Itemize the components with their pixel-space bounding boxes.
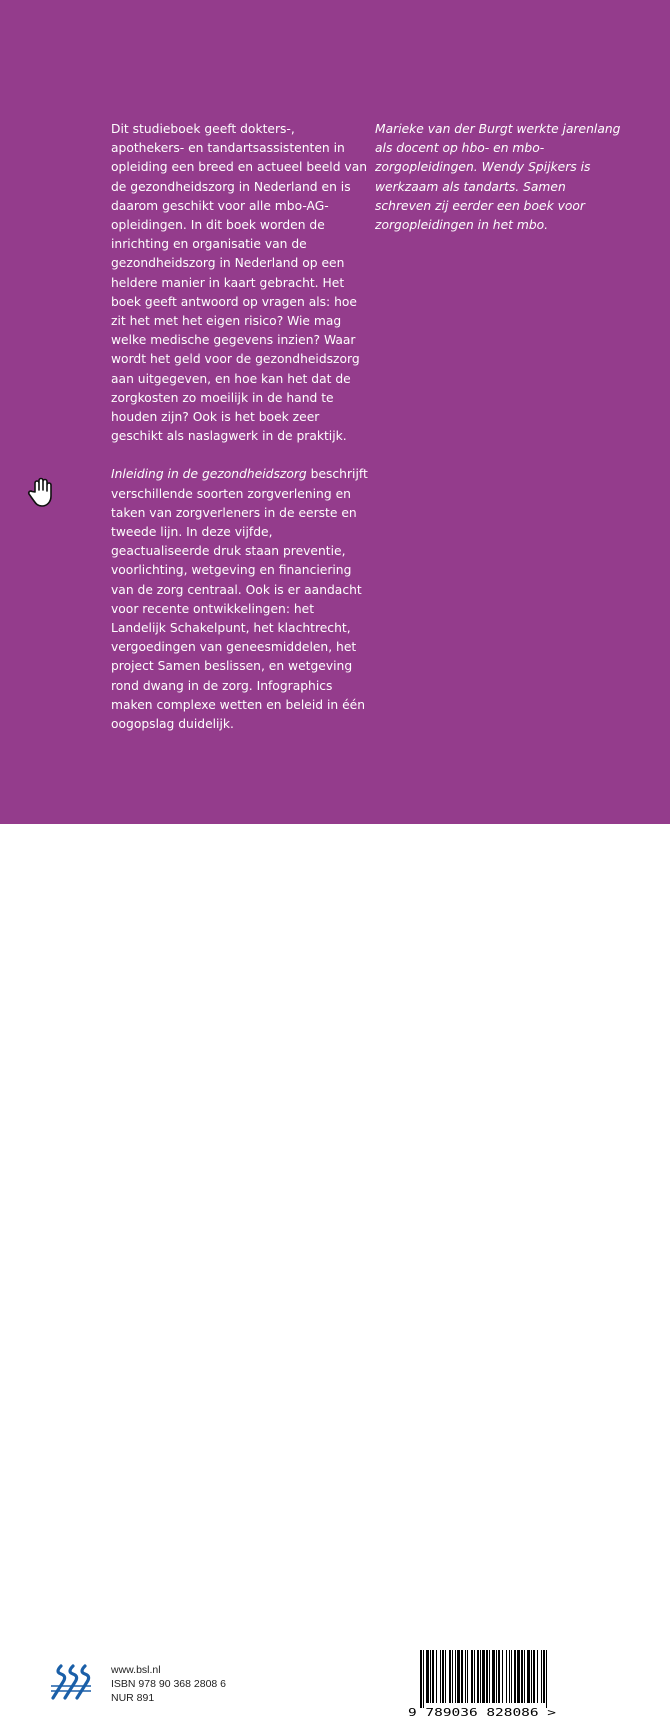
barcode-bar — [471, 1650, 473, 1703]
barcode-bar — [533, 1650, 535, 1703]
barcode-bar — [465, 1650, 466, 1703]
barcode-bar — [467, 1650, 468, 1703]
barcode-bar — [461, 1650, 463, 1703]
barcode-bar — [420, 1650, 422, 1708]
barcode-bar — [480, 1650, 481, 1703]
barcode-bar — [426, 1650, 429, 1703]
barcode-bar — [541, 1650, 542, 1703]
publisher-website: www.bsl.nl — [111, 1664, 161, 1676]
authors-bio: Marieke van der Burgt werkte jarenlang als docent op hbo- en mbo-zorgopleidingen. Wendy Spijkers is werkzaam als tandarts. Samen schreven zij eerder een boek voor zorgopleidingen in het mbo. — [375, 122, 621, 233]
barcode-bar — [524, 1650, 525, 1703]
barcode-bar — [449, 1650, 451, 1703]
barcode-bar — [430, 1650, 431, 1703]
barcode-bar — [531, 1650, 532, 1703]
barcode-digits: 9 789036 828086 > — [408, 1707, 556, 1719]
barcode-bar — [455, 1650, 456, 1703]
barcode-bar — [489, 1650, 490, 1703]
barcode-bar — [474, 1650, 475, 1703]
blurb-paragraph-1: Dit studieboek geeft dokters-, apothekers- en tandartsassistenten in opleiding een breed en actueel beeld van de gezondheidszorg in Nederland en is daarom geschikt voor alle mbo-AG-opleidingen. In dit boek worden de inrichting en organisatie van de gezondheidszorg in Nederland op een heldere manier in kaart gebracht. Het boek geeft antwoord op vragen als: hoe zit het met het eigen risico? Wie mag welke medische gegevens inzien? Waar wordt het geld voor de gezondheidszorg aan uitgegeven, en hoe kan het dat de zorgkosten zo moeilijk in de hand te houden zijn? Ook is het boek zeer geschikt als naslagwerk in de praktijk. — [111, 122, 368, 444]
barcode-bar — [477, 1650, 479, 1703]
back-cover-panel — [0, 0, 670, 824]
publisher-info — [111, 1663, 226, 1706]
barcode-bar — [457, 1650, 460, 1703]
barcode-bar — [432, 1650, 434, 1703]
barcode-bar — [506, 1650, 507, 1703]
barcode-bar — [502, 1650, 503, 1703]
barcode-bar — [514, 1650, 516, 1703]
barcode-bar — [546, 1650, 547, 1708]
barcode-bar — [442, 1650, 444, 1703]
barcode-bar — [436, 1650, 437, 1703]
barcode-bar — [423, 1650, 424, 1708]
barcode-bar — [521, 1650, 523, 1703]
barcode-bar — [537, 1650, 538, 1703]
barcode-bar — [445, 1650, 446, 1703]
barcode-bar — [486, 1650, 488, 1703]
blurb-paragraph-2 — [111, 465, 371, 734]
isbn-barcode — [406, 1650, 558, 1720]
barcode-bar — [452, 1650, 453, 1703]
author-column — [375, 120, 625, 235]
barcode-bar — [440, 1650, 441, 1703]
bsl-logo — [49, 1664, 93, 1702]
barcode-bar — [517, 1650, 520, 1703]
isbn: ISBN 978 90 368 2808 6 — [111, 1678, 227, 1691]
hand-icon — [26, 476, 56, 508]
barcode-bar — [492, 1650, 495, 1703]
back-cover-footer — [0, 824, 670, 1719]
blurb-paragraph-2-text: beschrijft verschillende soorten zorgverlening en taken van zorgverleners in de eerste en tweede lijn. In deze vijfde, geactualiseerde druk staan preventie, voorlichting, wetgeving en financiering van de zorg centraal. Ook is er aandacht voor recente ontwikkelingen: het Landelijk Schakelpunt, het klachtrecht, vergoedingen van geneesmiddelen, het project Samen beslissen, en wetgeving rond dwang in de zorg. Infographics maken complexe wetten en beleid in één oogopslag duidelijk. — [111, 467, 368, 732]
barcode-bar — [527, 1650, 530, 1703]
book-title-inline: Inleiding in de gezondheidszorg — [111, 467, 307, 482]
barcode-bar — [511, 1650, 512, 1703]
barcode-bar — [543, 1650, 545, 1703]
barcode-bar — [509, 1650, 510, 1703]
blurb-column — [111, 120, 371, 734]
nur-code: NUR 891 — [111, 1692, 155, 1705]
barcode-bar — [482, 1650, 485, 1703]
barcode-bar — [496, 1650, 497, 1703]
barcode-bar — [498, 1650, 500, 1703]
